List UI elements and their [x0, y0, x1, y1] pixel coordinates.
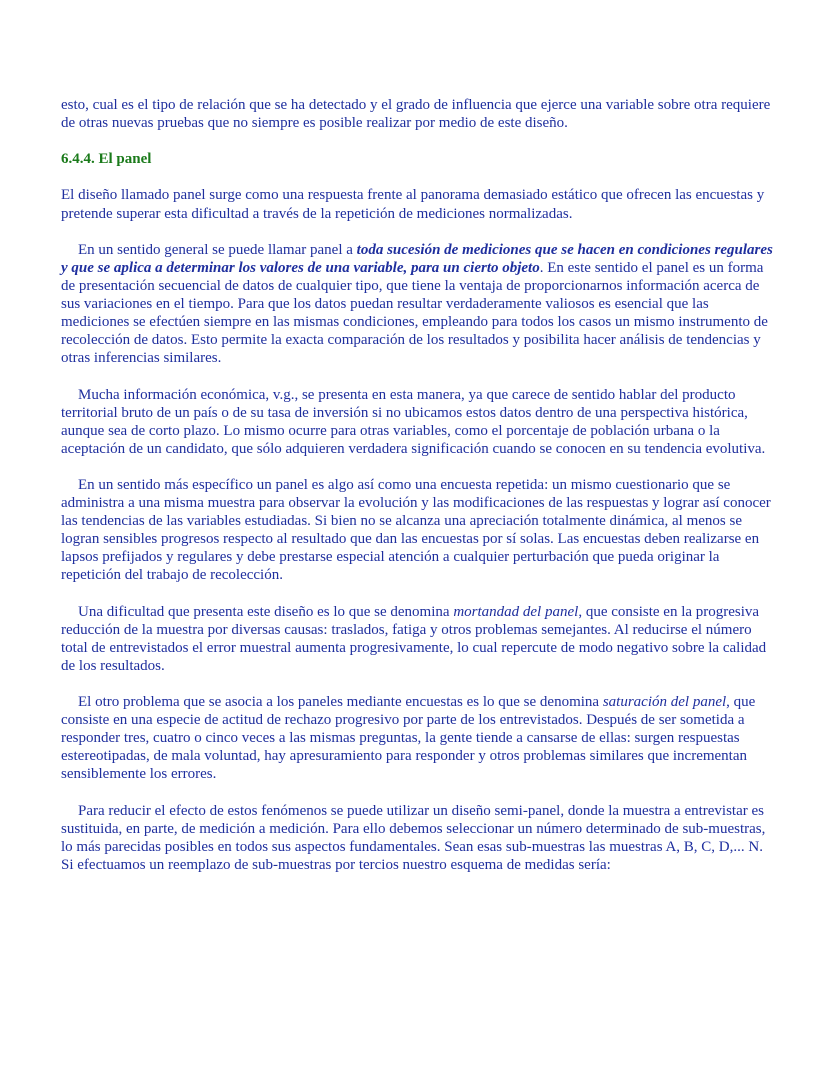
paragraph-mortality-lead: Una dificultad que presenta este diseño es lo que se denomina — [78, 603, 454, 620]
paragraph-semi-panel: Para reducir el efecto de estos fenómenos se puede utilizar un diseño semi-panel, donde la muestra a entrevistar es sustituida, en parte, de medición a medición. Para ello debemos seleccionar un número determinado de sub-muestras, lo más parecidas posibles en todos sus aspectos fundamentales. Sean esas sub-muestras las muestras A, B, C, D,... N. Si efectuamos un reemplazo de sub-muestras por tercios nuestro esquema de medidas sería: — [61, 802, 766, 873]
term-mortandad: mortandad del panel — [453, 603, 579, 620]
paragraph-intro: El diseño llamado panel surge como una respuesta frente al panorama demasiado estático que ofrecen las encuestas y pretende superar esta dificultad a través de la repetición de mediciones normalizadas. — [61, 187, 765, 222]
paragraph-saturation-rest: , que consiste en una especie de actitud de rechazo progresivo por parte de los entrevistados. Después de ser sometida a responder tres, cuatro o cinco veces a las mismas preguntas, la gente tiende a cansarse de ellas: surgen respuestas estereotipadas, de mala voluntad, hay apresuramiento para responder y otros problemas similares que incrementan sensiblemente los errores. — [61, 694, 756, 783]
paragraph-economic-info: Mucha información económica, v.g., se presenta en esta manera, ya que carece de sentido hablar del producto territorial bruto de un país o de su tasa de inversión si no ubicamos estos datos dentro de una perspectiva histórica, aunque sea de corto plazo. Lo mismo ocurre para otras variables, como el porcentaje de población urbana o la aceptación de un candidato, que sólo adquieren verdadera significación cuando se conocen en su tendencia evolutiva. — [61, 386, 766, 457]
section-heading: 6.4.4. El panel — [61, 151, 152, 168]
document-page — [61, 96, 773, 892]
paragraph-mortality — [61, 603, 773, 675]
paragraph-mortality-rest: , que consiste en la progresiva reducción de la muestra por diversas causas: traslados, fatiga y otros problemas semejantes. Al reducirse el número total de entrevistados el error muestral aumenta progresivamente, lo cual repercute de modo negativo sobre la calidad de los resultados. — [61, 603, 767, 674]
paragraph-saturation-lead: El otro problema que se asocia a los paneles mediante encuestas es lo que se denomina — [78, 694, 603, 711]
term-saturacion: saturación del panel — [602, 694, 727, 711]
paragraph-definition-rest: . En este sentido el panel es un forma de presentación secuencial de datos de cualquier tipo, que tiene la ventaja de proporcionarnos información acerca de sus variaciones en el tiempo. Para que los datos puedan resultar verdaderamente valiosos es esencial que las mediciones se efectúen siempre en las mismas condiciones, empleando para todos los casos un mismo instrumento de recolección de datos. Esto permite la exacta comparación de los resultados y posibilita hacer análisis de tendencias y otras inferencias similares. — [61, 259, 768, 367]
paragraph-continuation: esto, cual es el tipo de relación que se ha detectado y el grado de influencia que ejerce una variable sobre otra requiere de otras nuevas pruebas que no siempre es posible realizar por medio de este diseño. — [61, 97, 771, 132]
paragraph-definition — [61, 241, 773, 368]
paragraph-specific-sense: En un sentido más específico un panel es algo así como una encuesta repetida: un mismo cuestionario que se administra a una misma muestra para observar la evolución y las modificaciones de las respuestas y lograr así conocer las tendencias de las variables estudiadas. Si bien no se alcanza una apreciación totalmente dinámica, al menos se logran sensibles progresos respecto al resultado que dan las encuestas por sí solas. Las encuestas deben realizarse en lapsos prefijados y regulares y debe prestarse especial atención a cualquier perturbación que pueda originar la repetición del trabajo de recolección. — [61, 476, 771, 584]
paragraph-definition-lead: En un sentido general se puede llamar panel a — [78, 241, 357, 258]
paragraph-saturation — [61, 693, 773, 783]
definition-emphasis: toda sucesión de mediciones que se hacen en condiciones regulares y que se aplica a determinar los valores de una variable, para un cierto objeto — [61, 241, 773, 276]
